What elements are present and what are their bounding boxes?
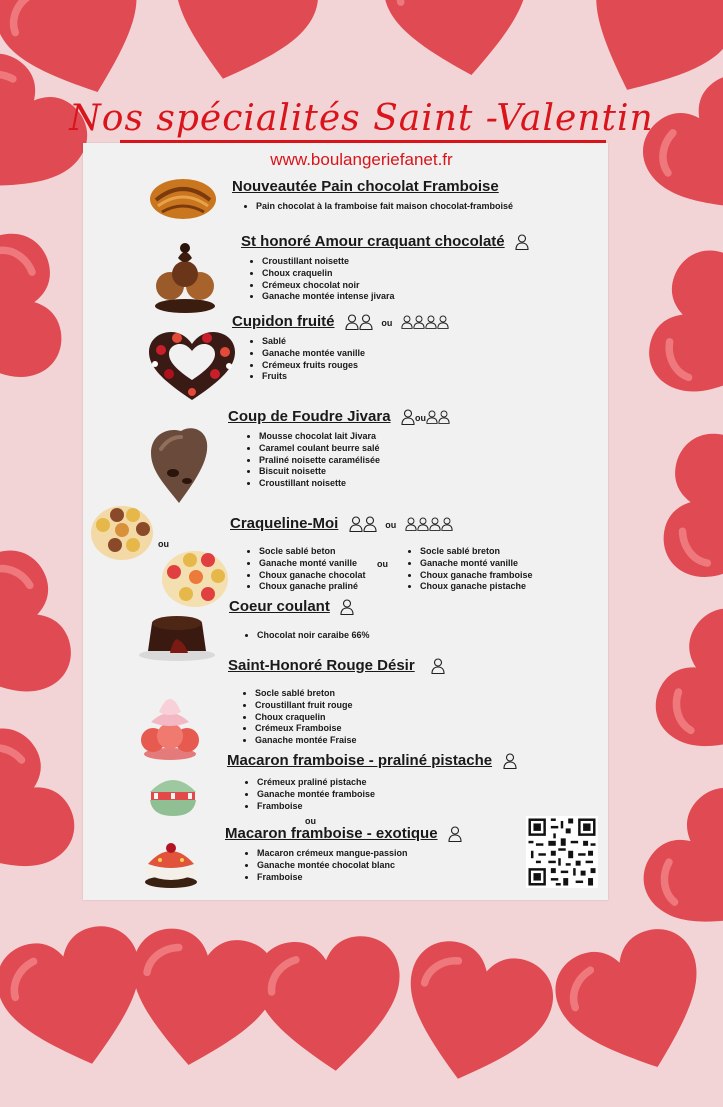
ingredient: • Choux ganache framboise (420, 570, 533, 582)
ingredient: • Pain chocolat à la framboise fait maison chocolat-framboisé (256, 201, 513, 213)
ingredient: • Macaron crémeux mangue-passion (257, 848, 462, 860)
person-icon (437, 314, 449, 330)
heart-decoration (637, 590, 723, 790)
or-label: ou (158, 539, 169, 549)
ingredient-list (232, 336, 449, 383)
item-title: Nouveautée Pain chocolat Framboise (232, 178, 499, 195)
ingredient-list (225, 848, 462, 883)
st-honore-image (150, 236, 220, 316)
ingredient: • Ganache montée chocolat blanc (257, 860, 462, 872)
person-icon (363, 516, 377, 532)
ingredient: • Mousse chocolat lait Jivara (259, 431, 450, 443)
website-link[interactable]: www.boulangeriefanet.fr (270, 150, 453, 169)
menu-item (230, 515, 453, 533)
item-title: Craqueline-Moi (230, 515, 339, 532)
macaron-pistache-image (146, 772, 200, 820)
ingredient: • Chocolat noir caraibe 66% (257, 630, 370, 642)
item-title: Macaron framboise - exotique (225, 825, 438, 842)
person-icon (441, 516, 453, 532)
item-title: Coup de Foudre Jivara (228, 408, 391, 425)
person-icon (349, 516, 363, 532)
heart-decoration (634, 236, 723, 425)
menu-item (225, 825, 462, 883)
ingredient: • Choux ganache praliné (259, 581, 366, 593)
ingredient-list (228, 688, 445, 747)
menu-item (228, 408, 450, 490)
ingredient: • Choux ganache chocolat (259, 570, 366, 582)
person-icon (431, 658, 445, 674)
person-icon (417, 516, 429, 532)
ingredient: • Praliné noisette caramélisée (259, 455, 450, 467)
person-icon (340, 599, 354, 615)
heart-decoration (0, 224, 72, 396)
menu-item (241, 233, 529, 303)
ingredient: • Ganache montée Fraise (255, 735, 445, 747)
qr-code-icon[interactable] (526, 816, 598, 888)
item-title: Cupidon fruité (232, 313, 335, 330)
or-label: ou (305, 816, 316, 826)
menu-item (232, 178, 513, 213)
ingredient: • Croustillant noisette (259, 478, 450, 490)
person-icon (448, 826, 462, 842)
craqueline-image-1 (89, 503, 155, 563)
person-icon (413, 314, 425, 330)
menu-item (229, 598, 370, 642)
person-icon (401, 409, 415, 425)
heart-decoration (384, 928, 565, 1102)
ingredient: • Croustillant noisette (262, 256, 529, 268)
or-label: ou (415, 413, 426, 423)
menu-item (228, 657, 445, 747)
person-icon (425, 314, 437, 330)
ingredient: • Choux ganache pistache (420, 581, 533, 593)
ingredient: • Ganache montée vanille (262, 348, 449, 360)
craqueline-image-2 (160, 548, 230, 610)
person-icon (359, 314, 373, 330)
ingredient-list (241, 256, 529, 303)
or-label: ou (377, 559, 388, 569)
ingredient: • Crémeux Framboise (255, 723, 445, 735)
ingredient-list (227, 777, 517, 812)
person-icon (503, 753, 517, 769)
person-icon (515, 234, 529, 250)
ingredient: • Fruits (262, 371, 449, 383)
coeur-coulant-image (136, 611, 218, 663)
heart-decoration (149, 0, 330, 102)
ingredient: • Socle sablé breton (420, 546, 533, 558)
ingredient: • Framboise (257, 801, 517, 813)
ingredient: • Crémeux chocolat noir (262, 280, 529, 292)
item-title: Saint-Honoré Rouge Désir (228, 657, 415, 674)
ingredient: • Choux craquelin (262, 268, 529, 280)
heart-decoration (374, 0, 546, 92)
person-icon (345, 314, 359, 330)
ingredient: • Biscuit noisette (259, 466, 450, 478)
or-label: ou (385, 520, 397, 530)
heart-decoration (653, 424, 723, 596)
ingredient-list (394, 546, 533, 593)
ingredient: • Crémeux fruits rouges (262, 360, 449, 372)
item-title: Macaron framboise - praliné pistache (227, 752, 493, 769)
page-title: Nos spécialités Saint -Valentin (69, 98, 654, 139)
ingredient: • Choux craquelin (255, 712, 445, 724)
ingredient-list (229, 630, 370, 642)
ingredient: • Framboise (257, 872, 462, 884)
title-underline (120, 140, 606, 143)
macaron-exotique-image (142, 832, 200, 890)
cupidon-image (147, 330, 237, 402)
heart-decoration (0, 536, 86, 725)
heart-decoration (0, 710, 93, 910)
menu-item (227, 752, 517, 812)
ingredient: • Socle sablé breton (255, 688, 445, 700)
ingredient: • Ganache montée framboise (257, 789, 517, 801)
ingredient: • Croustillant fruit rouge (255, 700, 445, 712)
item-title: Coeur coulant (229, 598, 330, 615)
person-icon (401, 314, 413, 330)
ingredient-list (233, 546, 366, 593)
ingredient-list (232, 201, 513, 213)
ingredient: • Caramel coulant beurre salé (259, 443, 450, 455)
pain-chocolat-image (148, 172, 218, 222)
ingredient: • Socle sablé beton (259, 546, 366, 558)
ingredient: • Ganache montée intense jivara (262, 291, 529, 303)
coup-de-foudre-image (147, 425, 211, 505)
ingredient: • Crémeux praliné pistache (257, 777, 517, 789)
ingredient: • Ganache monté vanille (420, 558, 533, 570)
item-title: St honoré Amour craquant chocolaté (241, 233, 505, 250)
ingredient-list (228, 431, 450, 490)
person-icon (426, 409, 438, 425)
or-label: ou (381, 318, 393, 328)
menu-item (232, 313, 449, 383)
person-icon (429, 516, 441, 532)
person-icon (405, 516, 417, 532)
ingredient: • Ganache monté vanille (259, 558, 366, 570)
person-icon (438, 409, 450, 425)
saint-honore-rouge-image (139, 682, 201, 762)
ingredient: • Sablé (262, 336, 449, 348)
